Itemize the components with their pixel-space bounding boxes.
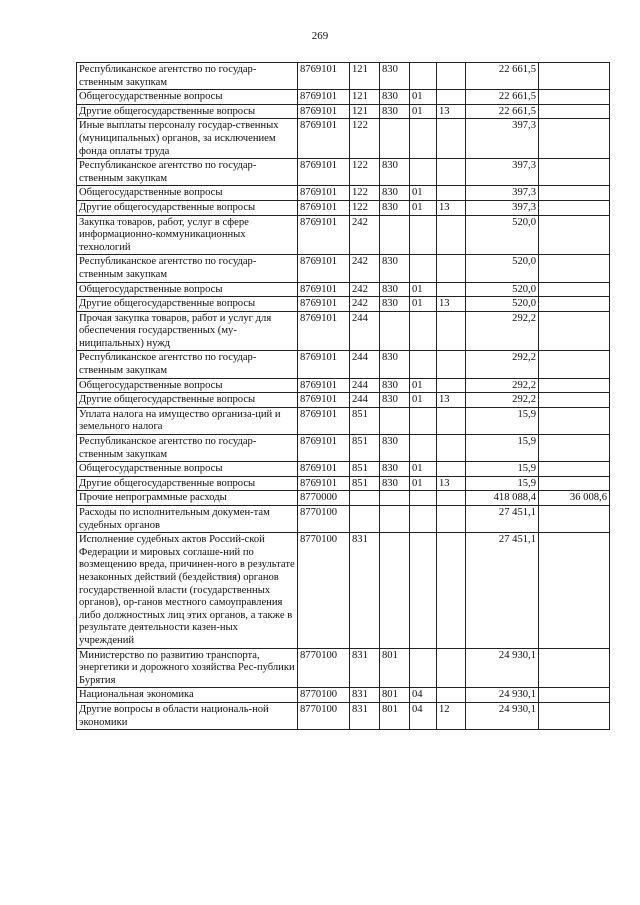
table-row [77, 186, 610, 201]
expense-type-cell: 831 [350, 533, 380, 648]
target-code-cell: 8769101 [298, 90, 350, 105]
expense-type-cell: 831 [350, 648, 380, 688]
section-code-cell: 04 [410, 702, 437, 729]
expense-name-cell: Общегосударственные вопросы [77, 90, 298, 105]
section-code-cell [410, 506, 437, 533]
section-code-cell: 01 [410, 462, 437, 477]
amount-extra-cell [539, 435, 610, 462]
section-code-cell [410, 215, 437, 255]
expense-name-cell: Иные выплаты персоналу государ-ственных (муниципальных) органов, за исключением фонда оплаты труда [77, 119, 298, 159]
administrator-code-cell: 830 [380, 435, 410, 462]
subsection-code-cell [437, 506, 466, 533]
amount-cell: 15,9 [466, 435, 539, 462]
expense-type-cell: 244 [350, 393, 380, 408]
amount-extra-cell: 36 008,6 [539, 491, 610, 506]
section-code-cell [410, 311, 437, 351]
amount-extra-cell [539, 119, 610, 159]
administrator-code-cell: 801 [380, 702, 410, 729]
target-code-cell: 8770100 [298, 506, 350, 533]
amount-extra-cell [539, 90, 610, 105]
expense-type-cell: 242 [350, 215, 380, 255]
section-code-cell [410, 63, 437, 90]
subsection-code-cell [437, 90, 466, 105]
amount-cell: 15,9 [466, 476, 539, 491]
table-row [77, 311, 610, 351]
table-row [77, 215, 610, 255]
table-row [77, 435, 610, 462]
target-code-cell: 8769101 [298, 159, 350, 186]
administrator-code-cell: 830 [380, 63, 410, 90]
subsection-code-cell: 13 [437, 476, 466, 491]
section-code-cell: 01 [410, 104, 437, 119]
amount-cell: 22 661,5 [466, 90, 539, 105]
amount-extra-cell [539, 159, 610, 186]
amount-cell: 22 661,5 [466, 63, 539, 90]
amount-extra-cell [539, 506, 610, 533]
administrator-code-cell: 830 [380, 282, 410, 297]
amount-extra-cell [539, 255, 610, 282]
section-code-cell: 01 [410, 186, 437, 201]
expense-name-cell: Другие вопросы в области националь-ной экономики [77, 702, 298, 729]
subsection-code-cell: 13 [437, 104, 466, 119]
expense-type-cell: 831 [350, 688, 380, 703]
expense-name-cell: Исполнение судебных актов Россий-ской Федерации и мировых соглаше-ний по возмещению вреда, причинен-ного в результате незаконных действий (бездействия) органов государственной власти (государственных органов), ор-ганов местного самоуправления либо должностных лиц этих органов, а также в результате деятельности казен-ных учреждений [77, 533, 298, 648]
target-code-cell: 8769101 [298, 255, 350, 282]
budget-table-body [77, 63, 610, 730]
section-code-cell [410, 533, 437, 648]
amount-extra-cell [539, 648, 610, 688]
expense-name-cell: Республиканское агентство по государ-ственным закупкам [77, 63, 298, 90]
amount-extra-cell [539, 200, 610, 215]
subsection-code-cell: 13 [437, 200, 466, 215]
expense-type-cell: 122 [350, 119, 380, 159]
section-code-cell [410, 435, 437, 462]
table-row [77, 378, 610, 393]
table-row [77, 506, 610, 533]
amount-extra-cell [539, 393, 610, 408]
expense-type-cell: 244 [350, 311, 380, 351]
administrator-code-cell: 830 [380, 378, 410, 393]
amount-extra-cell [539, 104, 610, 119]
subsection-code-cell [437, 215, 466, 255]
target-code-cell: 8769101 [298, 104, 350, 119]
table-row [77, 282, 610, 297]
subsection-code-cell: 13 [437, 297, 466, 312]
expense-type-cell: 242 [350, 255, 380, 282]
target-code-cell: 8769101 [298, 186, 350, 201]
administrator-code-cell: 830 [380, 297, 410, 312]
subsection-code-cell [437, 255, 466, 282]
subsection-code-cell [437, 186, 466, 201]
expense-name-cell: Республиканское агентство по государ-ственным закупкам [77, 351, 298, 378]
subsection-code-cell [437, 311, 466, 351]
subsection-code-cell [437, 407, 466, 434]
amount-extra-cell [539, 311, 610, 351]
administrator-code-cell [380, 407, 410, 434]
amount-extra-cell [539, 63, 610, 90]
target-code-cell: 8769101 [298, 378, 350, 393]
amount-cell: 397,3 [466, 119, 539, 159]
section-code-cell [410, 255, 437, 282]
expense-name-cell: Национальная экономика [77, 688, 298, 703]
budget-table [76, 62, 610, 730]
table-row [77, 407, 610, 434]
amount-extra-cell [539, 533, 610, 648]
target-code-cell: 8769101 [298, 435, 350, 462]
subsection-code-cell [437, 688, 466, 703]
table-row [77, 491, 610, 506]
amount-cell: 520,0 [466, 215, 539, 255]
section-code-cell: 01 [410, 90, 437, 105]
expense-type-cell: 121 [350, 90, 380, 105]
amount-extra-cell [539, 215, 610, 255]
table-row [77, 648, 610, 688]
target-code-cell: 8769101 [298, 200, 350, 215]
expense-name-cell: Другие общегосударственные вопросы [77, 476, 298, 491]
expense-type-cell: 851 [350, 407, 380, 434]
amount-cell: 22 661,5 [466, 104, 539, 119]
administrator-code-cell: 830 [380, 186, 410, 201]
expense-name-cell: Прочие непрограммные расходы [77, 491, 298, 506]
administrator-code-cell: 830 [380, 200, 410, 215]
table-row [77, 688, 610, 703]
amount-extra-cell [539, 282, 610, 297]
table-row [77, 104, 610, 119]
administrator-code-cell [380, 506, 410, 533]
administrator-code-cell: 830 [380, 393, 410, 408]
expense-type-cell: 122 [350, 159, 380, 186]
expense-name-cell: Общегосударственные вопросы [77, 186, 298, 201]
expense-type-cell: 831 [350, 702, 380, 729]
target-code-cell: 8769101 [298, 311, 350, 351]
subsection-code-cell: 13 [437, 393, 466, 408]
target-code-cell: 8769101 [298, 119, 350, 159]
table-row [77, 462, 610, 477]
section-code-cell: 01 [410, 393, 437, 408]
expense-type-cell: 851 [350, 435, 380, 462]
expense-type-cell: 242 [350, 297, 380, 312]
subsection-code-cell [437, 282, 466, 297]
expense-type-cell: 122 [350, 200, 380, 215]
amount-cell: 292,2 [466, 393, 539, 408]
amount-cell: 24 930,1 [466, 648, 539, 688]
amount-extra-cell [539, 476, 610, 491]
administrator-code-cell [380, 215, 410, 255]
section-code-cell: 01 [410, 476, 437, 491]
table-row [77, 476, 610, 491]
amount-cell: 520,0 [466, 282, 539, 297]
amount-extra-cell [539, 702, 610, 729]
subsection-code-cell [437, 648, 466, 688]
amount-cell: 520,0 [466, 255, 539, 282]
amount-cell: 520,0 [466, 297, 539, 312]
section-code-cell [410, 119, 437, 159]
table-row [77, 255, 610, 282]
target-code-cell: 8769101 [298, 476, 350, 491]
expense-type-cell: 244 [350, 351, 380, 378]
amount-cell: 292,2 [466, 351, 539, 378]
subsection-code-cell [437, 159, 466, 186]
expense-type-cell [350, 506, 380, 533]
administrator-code-cell [380, 311, 410, 351]
amount-extra-cell [539, 378, 610, 393]
expense-type-cell: 122 [350, 186, 380, 201]
administrator-code-cell: 801 [380, 688, 410, 703]
amount-extra-cell [539, 186, 610, 201]
amount-extra-cell [539, 351, 610, 378]
administrator-code-cell [380, 119, 410, 159]
target-code-cell: 8769101 [298, 282, 350, 297]
target-code-cell: 8770100 [298, 702, 350, 729]
administrator-code-cell: 830 [380, 476, 410, 491]
administrator-code-cell: 830 [380, 104, 410, 119]
amount-cell: 418 088,4 [466, 491, 539, 506]
target-code-cell: 8769101 [298, 407, 350, 434]
expense-type-cell: 244 [350, 378, 380, 393]
administrator-code-cell [380, 491, 410, 506]
expense-type-cell: 851 [350, 476, 380, 491]
section-code-cell: 01 [410, 282, 437, 297]
page-number: 269 [311, 30, 329, 42]
table-row [77, 702, 610, 729]
expense-name-cell: Уплата налога на имущество организа-ций и земельного налога [77, 407, 298, 434]
expense-name-cell: Расходы по исполнительным докумен-там судебных органов [77, 506, 298, 533]
expense-name-cell: Министерство по развитию транспорта, энергетики и дорожного хозяйства Рес-публики Бурятия [77, 648, 298, 688]
section-code-cell [410, 351, 437, 378]
section-code-cell: 01 [410, 200, 437, 215]
amount-cell: 397,3 [466, 200, 539, 215]
expense-type-cell: 121 [350, 104, 380, 119]
expense-name-cell: Другие общегосударственные вопросы [77, 393, 298, 408]
subsection-code-cell [437, 378, 466, 393]
expense-name-cell: Другие общегосударственные вопросы [77, 200, 298, 215]
section-code-cell [410, 648, 437, 688]
expense-name-cell: Другие общегосударственные вопросы [77, 104, 298, 119]
amount-cell: 292,2 [466, 378, 539, 393]
administrator-code-cell: 801 [380, 648, 410, 688]
expense-type-cell: 851 [350, 462, 380, 477]
administrator-code-cell: 830 [380, 159, 410, 186]
amount-cell: 27 451,1 [466, 533, 539, 648]
section-code-cell: 04 [410, 688, 437, 703]
target-code-cell: 8770100 [298, 688, 350, 703]
expense-name-cell: Общегосударственные вопросы [77, 462, 298, 477]
target-code-cell: 8769101 [298, 63, 350, 90]
subsection-code-cell [437, 63, 466, 90]
expense-name-cell: Республиканское агентство по государ-ственным закупкам [77, 435, 298, 462]
subsection-code-cell [437, 435, 466, 462]
amount-cell: 27 451,1 [466, 506, 539, 533]
section-code-cell [410, 159, 437, 186]
administrator-code-cell [380, 533, 410, 648]
administrator-code-cell: 830 [380, 351, 410, 378]
subsection-code-cell [437, 119, 466, 159]
expense-type-cell: 121 [350, 63, 380, 90]
amount-cell: 24 930,1 [466, 702, 539, 729]
amount-extra-cell [539, 688, 610, 703]
expense-name-cell: Республиканское агентство по государ-ственным закупкам [77, 255, 298, 282]
expense-name-cell: Прочая закупка товаров, работ и услуг для обеспечения государственных (му-ниципальных) нужд [77, 311, 298, 351]
target-code-cell: 8769101 [298, 462, 350, 477]
target-code-cell: 8769101 [298, 297, 350, 312]
subsection-code-cell [437, 533, 466, 648]
target-code-cell: 8770000 [298, 491, 350, 506]
amount-cell: 15,9 [466, 462, 539, 477]
table-row [77, 533, 610, 648]
administrator-code-cell: 830 [380, 90, 410, 105]
expense-name-cell: Закупка товаров, работ, услуг в сфере информационно-коммуникационных технологий [77, 215, 298, 255]
expense-type-cell [350, 491, 380, 506]
amount-cell: 292,2 [466, 311, 539, 351]
amount-cell: 397,3 [466, 186, 539, 201]
table-row [77, 297, 610, 312]
table-row [77, 90, 610, 105]
subsection-code-cell [437, 491, 466, 506]
amount-extra-cell [539, 407, 610, 434]
table-row [77, 63, 610, 90]
section-code-cell: 01 [410, 378, 437, 393]
amount-cell: 24 930,1 [466, 688, 539, 703]
expense-type-cell: 242 [350, 282, 380, 297]
expense-name-cell: Общегосударственные вопросы [77, 378, 298, 393]
target-code-cell: 8770100 [298, 533, 350, 648]
expense-name-cell: Республиканское агентство по государ-ственным закупкам [77, 159, 298, 186]
section-code-cell [410, 407, 437, 434]
amount-cell: 15,9 [466, 407, 539, 434]
target-code-cell: 8769101 [298, 393, 350, 408]
subsection-code-cell [437, 351, 466, 378]
amount-cell: 397,3 [466, 159, 539, 186]
target-code-cell: 8770100 [298, 648, 350, 688]
table-row [77, 351, 610, 378]
section-code-cell: 01 [410, 297, 437, 312]
table-row [77, 393, 610, 408]
administrator-code-cell: 830 [380, 462, 410, 477]
table-row [77, 119, 610, 159]
expense-name-cell: Общегосударственные вопросы [77, 282, 298, 297]
section-code-cell [410, 491, 437, 506]
subsection-code-cell [437, 462, 466, 477]
table-row [77, 200, 610, 215]
expense-name-cell: Другие общегосударственные вопросы [77, 297, 298, 312]
subsection-code-cell: 12 [437, 702, 466, 729]
target-code-cell: 8769101 [298, 351, 350, 378]
amount-extra-cell [539, 462, 610, 477]
administrator-code-cell: 830 [380, 255, 410, 282]
table-row [77, 159, 610, 186]
target-code-cell: 8769101 [298, 215, 350, 255]
amount-extra-cell [539, 297, 610, 312]
